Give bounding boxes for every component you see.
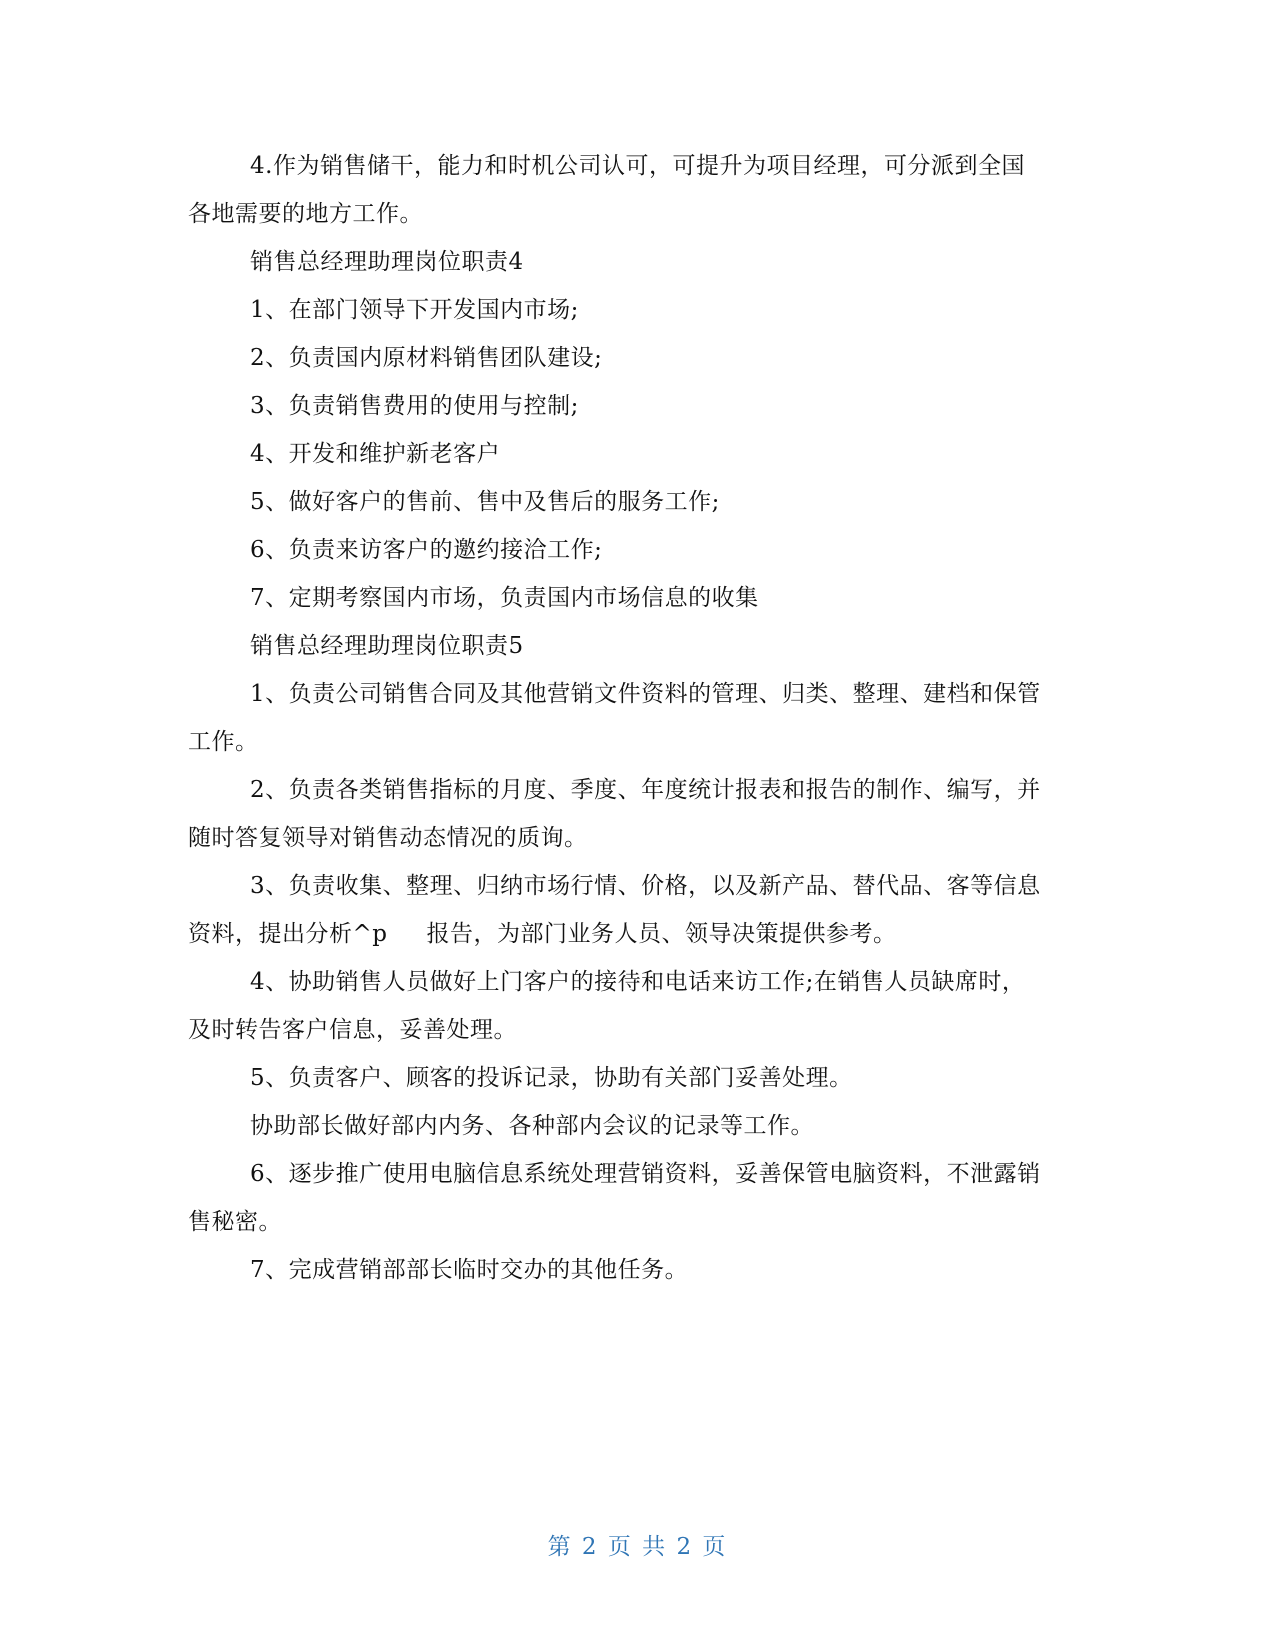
list-item: 4、协助销售人员做好上门客户的接待和电话来访工作;在销售人员缺席时， <box>250 969 1026 995</box>
list-item: 7、定期考察国内市场，负责国内市场信息的收集 <box>250 585 759 611</box>
list-item: 1、在部门领导下开发国内市场; <box>250 297 579 323</box>
paragraph-line: 协助部长做好部内内务、各种部内会议的记录等工作。 <box>250 1113 814 1139</box>
section-heading: 销售总经理助理岗位职责4 <box>250 249 524 275</box>
paragraph-line: 各地需要的地方工作。 <box>188 201 423 227</box>
list-item-continuation: 随时答复领导对销售动态情况的质询。 <box>188 825 588 851</box>
list-item: 7、完成营销部部长临时交办的其他任务。 <box>250 1257 689 1283</box>
list-item: 6、负责来访客户的邀约接洽工作; <box>250 537 603 563</box>
list-item: 3、负责收集、整理、归纳市场行情、价格，以及新产品、替代品、客等信息 <box>250 873 1041 899</box>
list-item: 2、负责国内原材料销售团队建设; <box>250 345 603 371</box>
list-item-continuation: 资料，提出分析^p 报告，为部门业务人员、领导决策提供参考。 <box>188 921 897 947</box>
list-item: 5、做好客户的售前、售中及售后的服务工作; <box>250 489 720 515</box>
document-body <box>188 142 1090 1294</box>
list-item: 6、逐步推广使用电脑信息系统处理营销资料，妥善保管电脑资料，不泄露销 <box>250 1161 1041 1187</box>
list-item-continuation: 工作。 <box>188 729 259 755</box>
list-item: 5、负责客户、顾客的投诉记录，协助有关部门妥善处理。 <box>250 1065 853 1091</box>
list-item: 3、负责销售费用的使用与控制; <box>250 393 579 419</box>
list-item: 4、开发和维护新老客户 <box>250 441 501 467</box>
list-item: 2、负责各类销售指标的月度、季度、年度统计报表和报告的制作、编写，并 <box>250 777 1041 803</box>
list-item: 1、负责公司销售合同及其他营销文件资料的管理、归类、整理、建档和保管 <box>250 681 1041 707</box>
page-number-footer: 第 2 页 共 2 页 <box>547 1534 728 1560</box>
section-heading: 销售总经理助理岗位职责5 <box>250 633 524 659</box>
paragraph-line: 4.作为销售储干，能力和时机公司认可，可提升为项目经理，可分派到全国 <box>250 153 1025 179</box>
list-item-continuation: 售秘密。 <box>188 1209 282 1235</box>
list-item-continuation: 及时转告客户信息，妥善处理。 <box>188 1017 517 1043</box>
